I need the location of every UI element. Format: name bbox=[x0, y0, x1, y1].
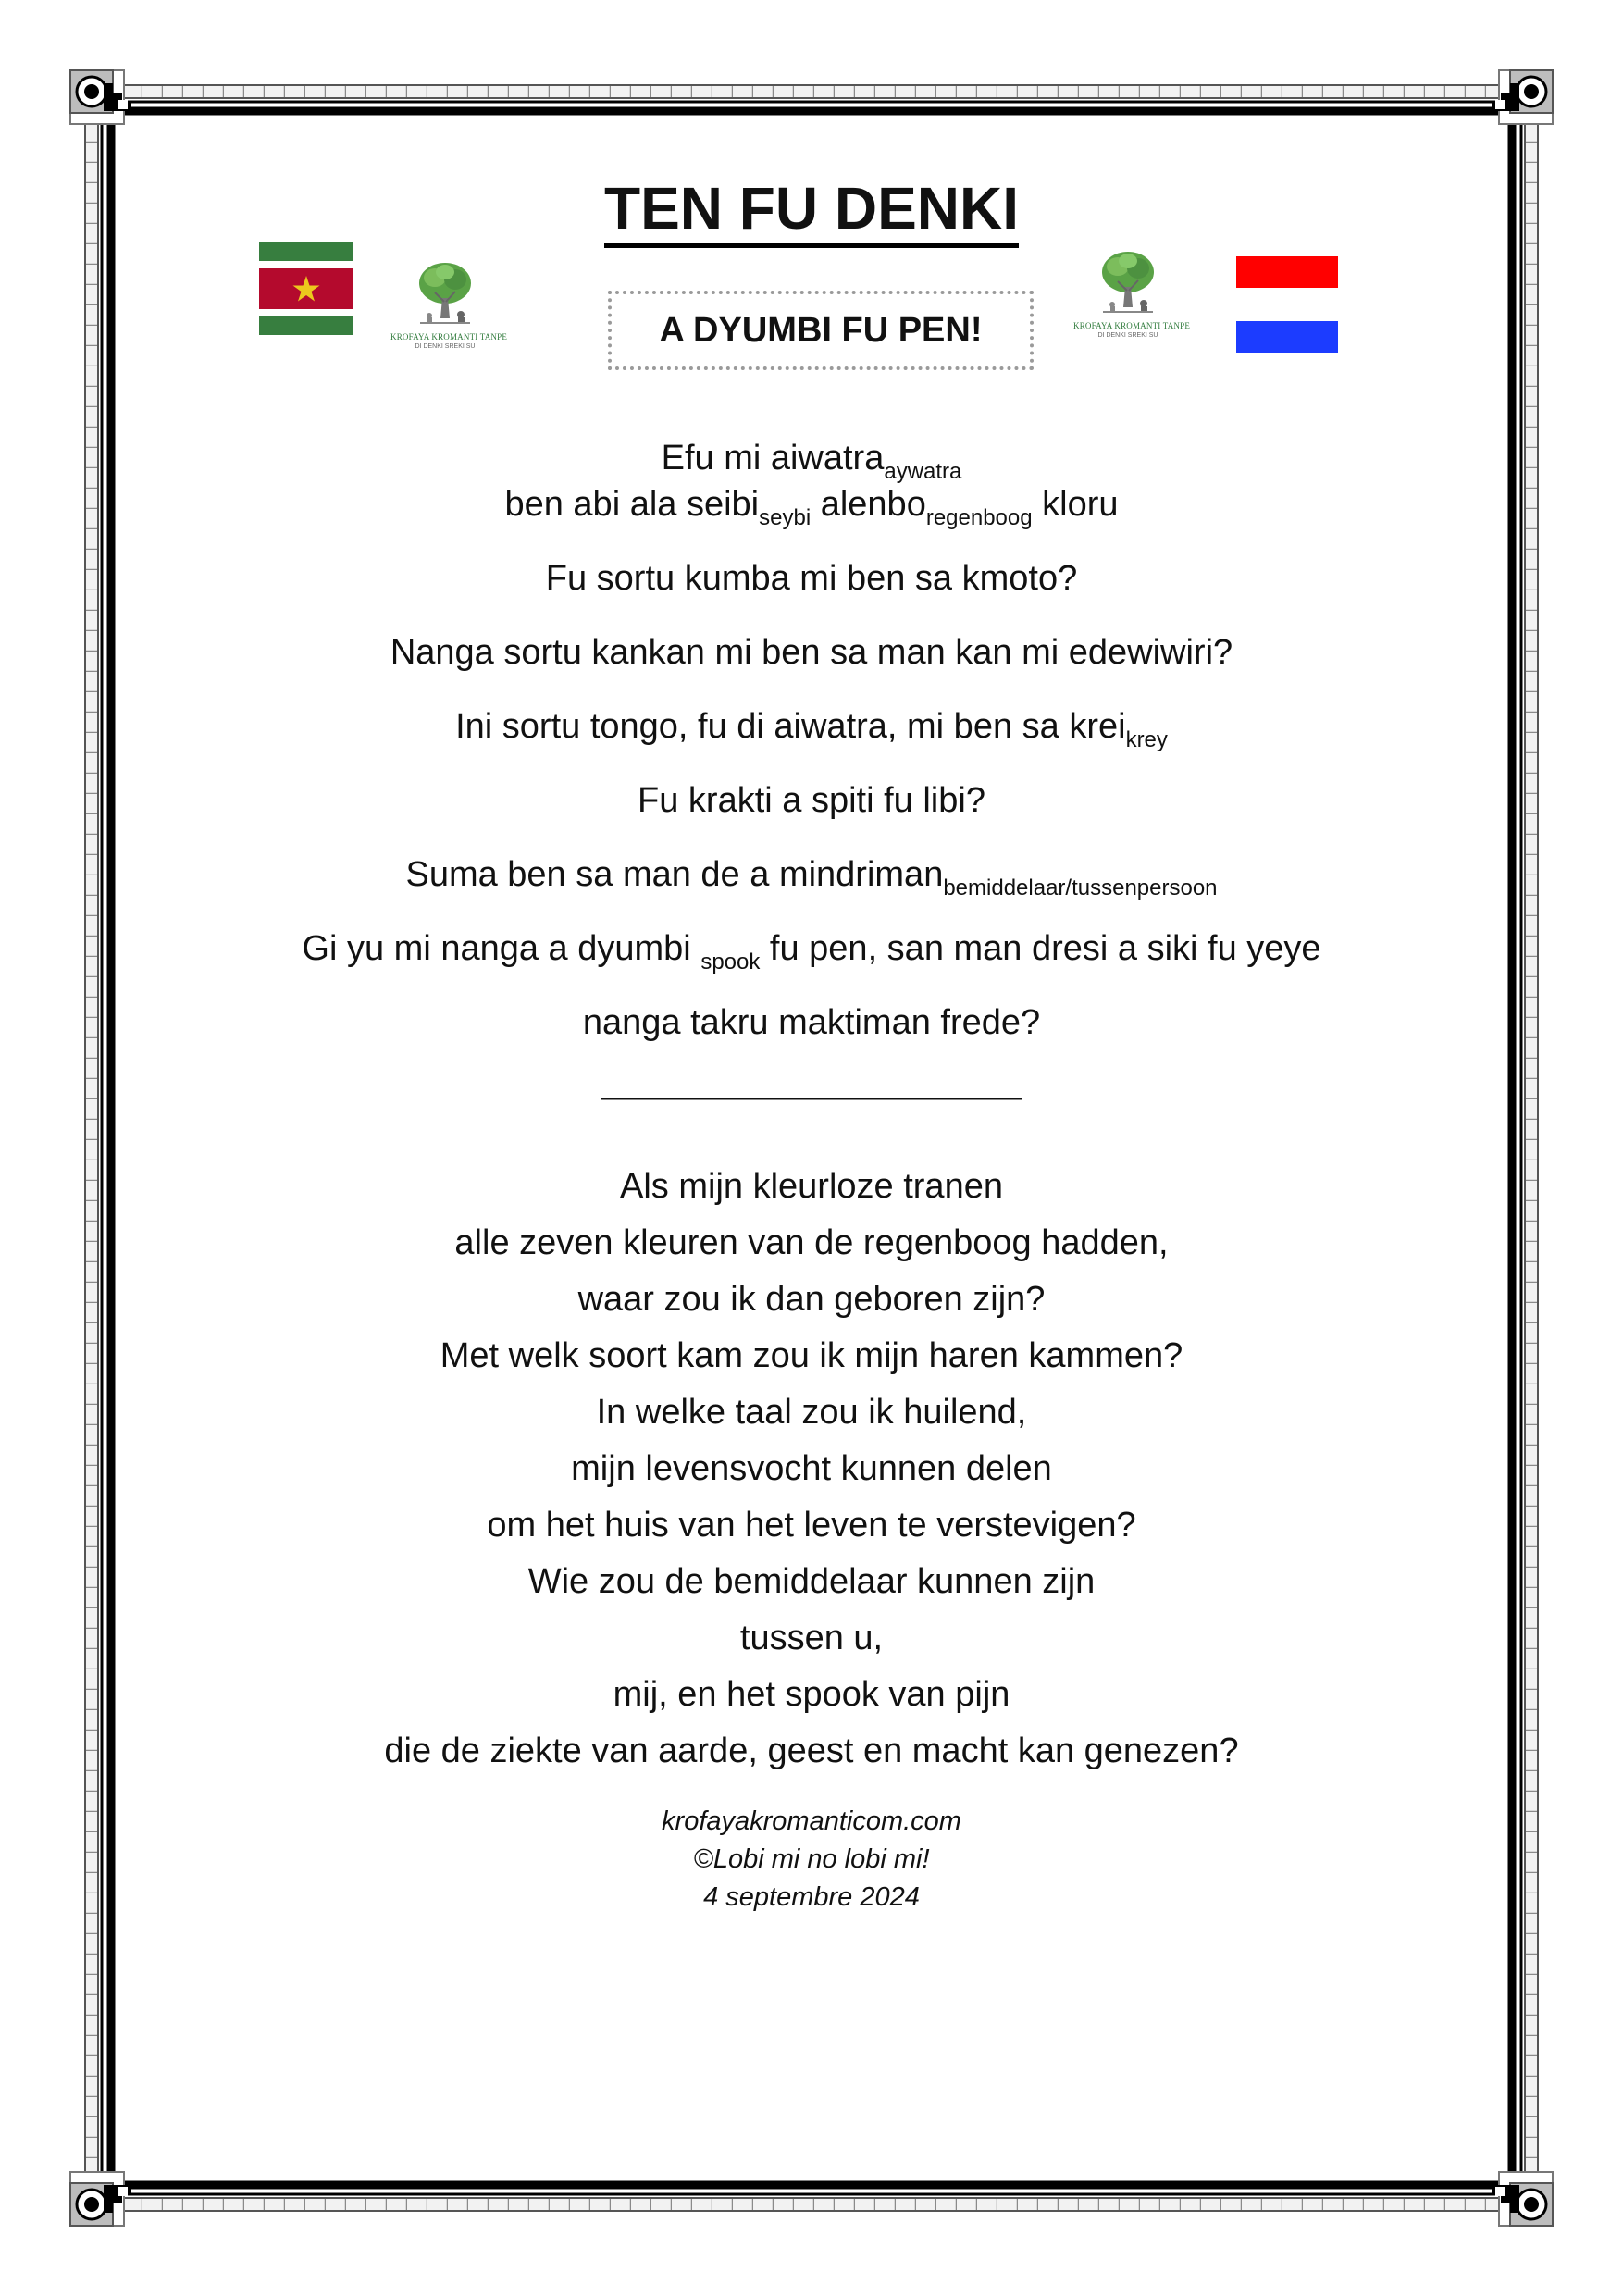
gloss: spook bbox=[700, 949, 761, 974]
poem-line: alle zeven kleuren van de regenboog hadden, bbox=[454, 1223, 1169, 1262]
poem-line: Met welk soort kam zou ik mijn haren kammen? bbox=[440, 1336, 1183, 1375]
logo-caption: KROFAYA KROMANTI TANPE bbox=[390, 332, 508, 341]
tree-logo-icon bbox=[1096, 250, 1160, 316]
poem-dutch bbox=[185, 1159, 1438, 1780]
gloss: aywatra bbox=[884, 459, 962, 484]
footer-website: krofayakromanticom.com bbox=[662, 1806, 961, 1836]
suriname-flag-icon bbox=[259, 242, 353, 335]
border-top-band bbox=[93, 85, 1530, 98]
poem-line: mij, en het spook van pijn bbox=[613, 1675, 1010, 1714]
logo-caption: KROFAYA KROMANTI TANPE bbox=[1073, 321, 1191, 330]
poem-line: Ini sortu tongo, fu di aiwatra, mi ben sa krei$_{krey}$ bbox=[455, 707, 1168, 752]
gloss: bemiddelaar/tussenpersoon bbox=[943, 875, 1218, 900]
gloss: seybi bbox=[759, 505, 812, 530]
footer bbox=[0, 1803, 1623, 1917]
logo-tagline: DI DENKI SREKI SU bbox=[415, 343, 476, 350]
poem-line: Gi yu mi nanga a dyumbi $_{spook}$ fu pen, san man dresi a siki fu yeye bbox=[302, 929, 1321, 974]
footer-date: 4 septembre 2024 bbox=[703, 1882, 920, 1912]
corner-ornament-bottom-right bbox=[1492, 2172, 1553, 2226]
poem-line: In welke taal zou ik huilend, bbox=[596, 1393, 1027, 1432]
page-title: TEN FU DENKI bbox=[0, 171, 1623, 245]
corner-ornament-top-left bbox=[70, 70, 131, 124]
poem-line: Als mijn kleurloze tranen bbox=[620, 1167, 1003, 1206]
poem-line: Fu sortu kumba mi ben sa kmoto? bbox=[545, 559, 1078, 598]
tree-logo-icon bbox=[413, 261, 477, 328]
border-bottom-band bbox=[93, 2198, 1530, 2211]
poem-line: tussen u, bbox=[739, 1619, 884, 1657]
separator-dashes: ———————————— bbox=[601, 1077, 1022, 1116]
krofaya-logo-left bbox=[390, 261, 508, 351]
poem-line: die de ziekte van aarde, geest en macht kan genezen? bbox=[384, 1731, 1239, 1770]
krofaya-logo-right bbox=[1073, 250, 1191, 340]
poem-line: Efu mi aiwatra$_{aywatra}$ bbox=[661, 439, 962, 484]
logo-tagline: DI DENKI SREKI SU bbox=[1097, 332, 1158, 339]
poem-line: om het huis van het leven te verstevigen? bbox=[487, 1506, 1136, 1545]
netherlands-flag-icon bbox=[1236, 256, 1338, 353]
gloss: regenboog bbox=[925, 505, 1033, 530]
poem-line: waar zou ik dan geboren zijn? bbox=[577, 1280, 1046, 1319]
poem-sranan bbox=[185, 435, 1438, 1120]
footer-copyright: ©Lobi mi no lobi mi! bbox=[693, 1844, 930, 1874]
gloss: krey bbox=[1125, 727, 1168, 752]
poem-line: Fu krakti a spiti fu libi? bbox=[638, 781, 985, 820]
poem-line: Wie zou de bemiddelaar kunnen zijn bbox=[527, 1562, 1096, 1601]
corner-ornament-bottom-left bbox=[70, 2172, 131, 2226]
poem-line: Suma ben sa man de a mindriman$_{bemiddelaar/tussenpersoon}$ bbox=[405, 855, 1218, 900]
corner-ornament-top-right bbox=[1492, 70, 1553, 124]
poem-line: nanga takru maktiman frede? bbox=[582, 1003, 1041, 1042]
poem-line: mijn levensvocht kunnen delen bbox=[571, 1449, 1052, 1488]
subtitle-box: A DYUMBI FU PEN! bbox=[608, 291, 1034, 370]
poem-line: Nanga sortu kankan mi ben sa man kan mi edewiwiri? bbox=[390, 633, 1233, 672]
poem-line: ben abi ala seibi$_{seybi}$ alenbo$_{regenboog}$ kloru bbox=[504, 485, 1119, 530]
